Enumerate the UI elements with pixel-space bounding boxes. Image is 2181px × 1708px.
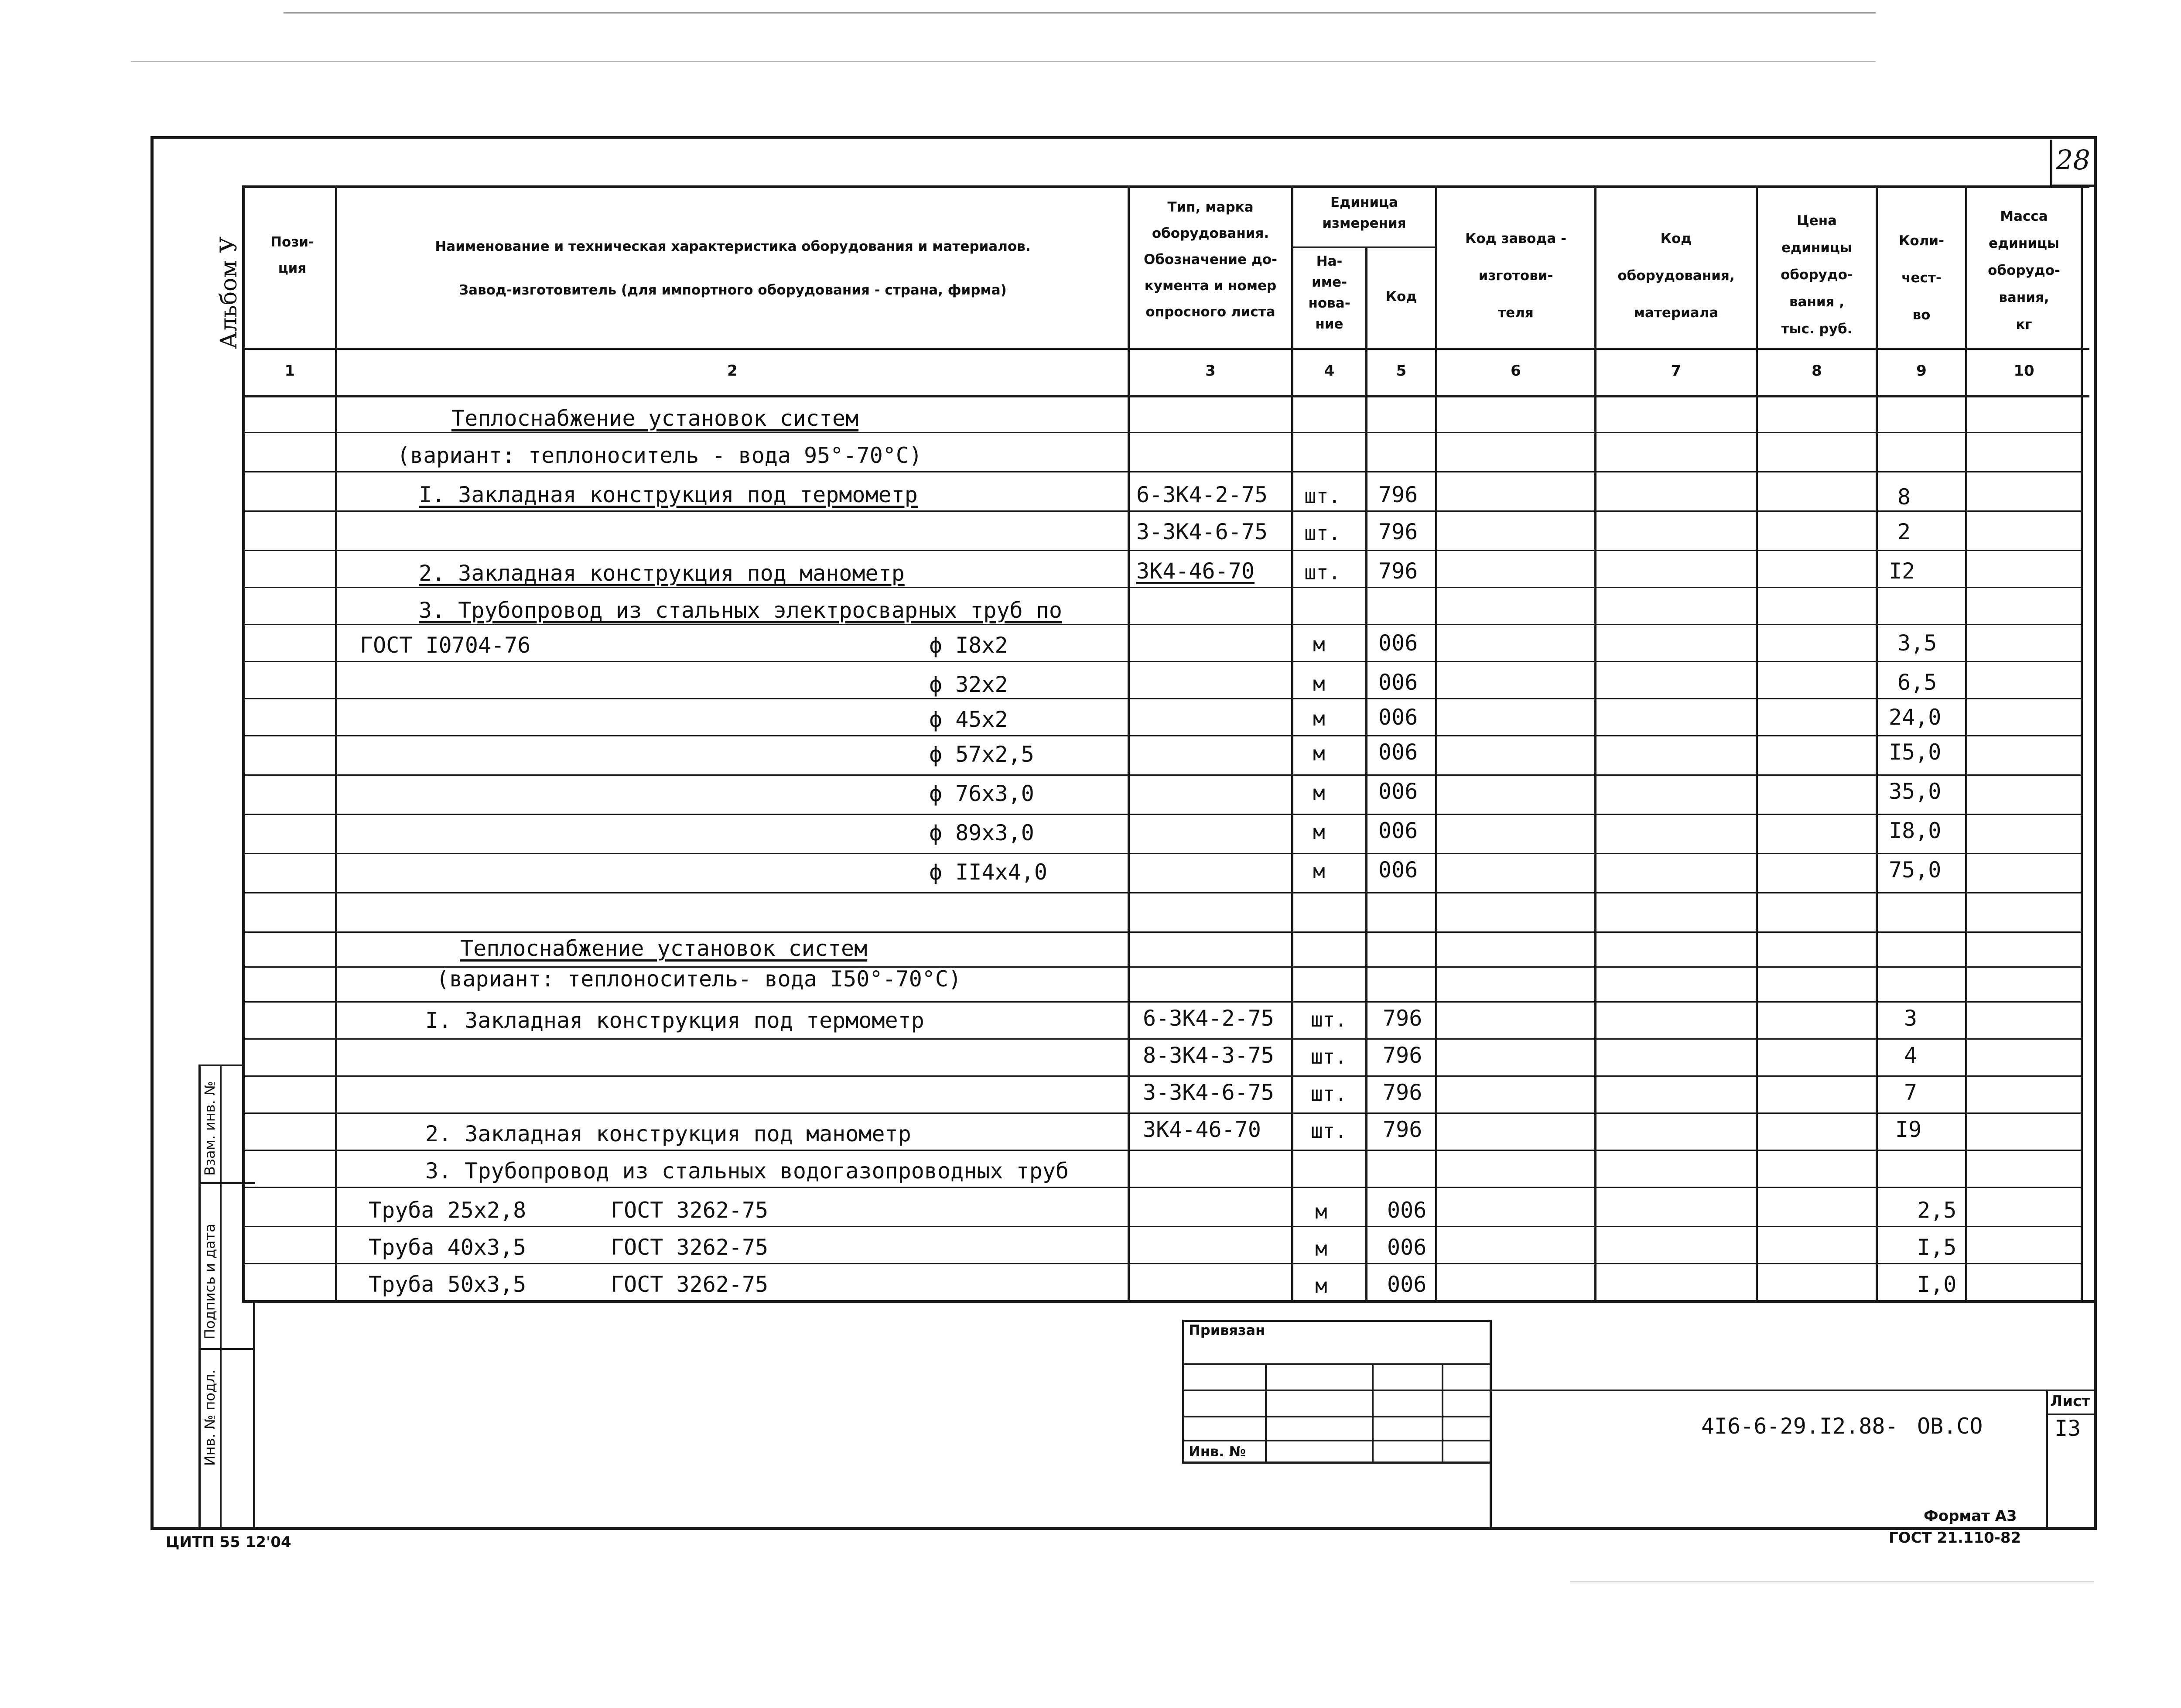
header-factory-code: Код завода - изготови- теля <box>1465 231 1566 321</box>
row-unit: шт. <box>1311 1082 1347 1106</box>
col-sep-8 <box>1876 185 1878 1302</box>
row-name: Теплоснабжение установок систем <box>460 936 868 961</box>
row-name: Труба 50x3,5 <box>369 1272 526 1297</box>
col-sep-6 <box>1594 185 1596 1302</box>
col-sep-3 <box>1291 185 1293 1302</box>
row-code: 006 <box>1378 739 1418 765</box>
row-line <box>242 814 2083 815</box>
list-box-sep <box>2046 1414 2096 1415</box>
row-line <box>242 931 2083 933</box>
row-unit: шт. <box>1311 1119 1347 1143</box>
col-sep-7 <box>1756 185 1758 1302</box>
side-strip-left <box>198 1065 201 1529</box>
list-box-left <box>2046 1390 2048 1529</box>
column-number: 7 <box>1671 362 1682 380</box>
stamp-row <box>1182 1390 1492 1391</box>
table-left <box>242 185 245 1302</box>
row-unit: м <box>1315 1274 1327 1297</box>
row-line <box>242 510 2083 512</box>
row-code: 796 <box>1383 1117 1422 1142</box>
side-field-inv: Инв. № подл. <box>202 1369 218 1466</box>
row-line <box>242 1226 2083 1227</box>
side-strip-mid <box>220 1065 222 1529</box>
row-quantity: 2 <box>1897 519 1911 544</box>
stamp-col <box>1265 1363 1267 1464</box>
header-position: Пози- ция <box>270 234 314 276</box>
row-type: 3-ЗК4-6-75 <box>1136 519 1268 544</box>
frame-bottom <box>150 1527 2097 1530</box>
column-number: 9 <box>1916 362 1927 380</box>
column-number: 8 <box>1812 362 1822 380</box>
row-unit: м <box>1313 859 1325 883</box>
row-code: 006 <box>1378 818 1418 843</box>
header-bottom <box>242 348 2089 350</box>
footer-left: ЦИТП 55 12'04 <box>166 1533 291 1551</box>
row-gost: ГОСТ 3262-75 <box>611 1235 769 1260</box>
album-label: Альбом У <box>216 236 242 349</box>
row-size: ϕ 57x2,5 <box>929 742 1034 767</box>
stamp-row <box>1182 1440 1492 1441</box>
header-price: Цена единицы оборудо- вания , тыс. руб. <box>1781 213 1853 337</box>
column-number: 2 <box>727 362 738 380</box>
row-name: Труба 25x2,8 <box>369 1198 526 1223</box>
table-right <box>2081 185 2083 1302</box>
stamp-row <box>1182 1363 1492 1365</box>
row-line <box>242 1150 2083 1151</box>
row-line <box>242 735 2083 736</box>
stamp-col <box>1372 1363 1374 1464</box>
row-line <box>242 698 2083 699</box>
list-label: Лист <box>2050 1393 2090 1410</box>
row-name: 2. Закладная конструкция под манометр <box>419 561 905 586</box>
row-code: 796 <box>1378 482 1418 507</box>
row-size: ϕ 89x3,0 <box>929 820 1034 845</box>
row-type: 8-ЗК4-3-75 <box>1143 1043 1275 1068</box>
row-quantity: I8,0 <box>1889 818 1942 843</box>
row-unit: м <box>1313 781 1325 804</box>
row-quantity: 75,0 <box>1889 857 1942 883</box>
row-quantity: 35,0 <box>1889 779 1942 804</box>
row-code: 796 <box>1383 1043 1422 1068</box>
row-quantity: I9 <box>1895 1117 1922 1142</box>
row-code: 006 <box>1387 1272 1427 1297</box>
side-field-vzam: Взам. инв. № <box>202 1081 218 1176</box>
table-top <box>242 185 2089 188</box>
row-line <box>242 471 2083 472</box>
table-bottom <box>242 1300 2096 1303</box>
header-quantity: Коли- чест- во <box>1899 233 1944 323</box>
stamp-privyazan: Привязан <box>1189 1322 1265 1338</box>
list-value: I3 <box>2055 1416 2081 1441</box>
row-line <box>242 661 2083 662</box>
scan-line <box>1570 1581 2094 1582</box>
document-code: 4I6-6-29.I2.88- <box>1701 1414 1898 1439</box>
row-unit: шт. <box>1311 1008 1347 1031</box>
col-sep-5 <box>1435 185 1437 1302</box>
sheet-number-top: 28 <box>2056 144 2090 176</box>
row-line <box>242 774 2083 776</box>
row-name: ГОСТ I0704-76 <box>360 633 531 658</box>
col-sep-9 <box>1965 185 1967 1302</box>
column-number: 10 <box>2013 362 2034 380</box>
row-name: (вариант: теплоноситель- вода I50°-70°С) <box>436 966 962 992</box>
column-number: 5 <box>1396 362 1407 380</box>
row-quantity: 3 <box>1904 1006 1918 1031</box>
row-line <box>242 550 2083 551</box>
row-size: ϕ 45x2 <box>929 707 1008 732</box>
row-name: Теплоснабжение установок систем <box>451 406 859 431</box>
stamp-col <box>1442 1363 1443 1464</box>
row-unit: м <box>1313 820 1325 844</box>
row-unit: м <box>1313 707 1325 730</box>
row-quantity: I2 <box>1889 558 1915 584</box>
row-quantity: 7 <box>1904 1080 1918 1105</box>
row-code: 006 <box>1378 857 1418 883</box>
row-line <box>242 1075 2083 1077</box>
row-code: 006 <box>1378 705 1418 730</box>
row-quantity: 8 <box>1897 484 1911 510</box>
scan-line <box>131 61 1876 62</box>
header-name: Наименование и техническая характеристика оборудования и материалов. Завод-изготовитель (для импортного оборудования - страна, фирма) <box>435 239 1031 298</box>
row-unit: шт. <box>1304 521 1341 545</box>
row-size: ϕ 32x2 <box>929 672 1008 697</box>
row-gost: ГОСТ 3262-75 <box>611 1272 769 1297</box>
row-quantity: 24,0 <box>1889 705 1942 730</box>
stamp-box-right <box>1490 1320 1492 1529</box>
header-unit: Единица измерения <box>1322 195 1406 231</box>
row-name: Труба 40x3,5 <box>369 1235 526 1260</box>
header-equipment-code: Код оборудования, материала <box>1617 231 1735 321</box>
column-number: 3 <box>1205 362 1216 380</box>
col-sep-1 <box>335 185 337 1302</box>
row-type: ЗК4-46-70 <box>1136 558 1255 584</box>
title-block-line <box>1490 1390 2094 1391</box>
stamp-row <box>1182 1416 1492 1417</box>
row-unit: м <box>1313 672 1325 695</box>
row-unit: шт. <box>1304 561 1341 584</box>
header-mass: Масса единицы оборудо- вания, кг <box>1988 209 2060 332</box>
row-name: 3. Трубопровод из стальных водогазопроводных труб <box>425 1158 1069 1184</box>
side-strip-sep <box>198 1348 255 1350</box>
row-name: 3. Трубопровод из стальных электросварных труб по <box>419 598 1063 623</box>
row-line <box>242 432 2083 433</box>
row-unit: м <box>1313 742 1325 765</box>
row-type: 6-ЗК4-2-75 <box>1143 1006 1275 1031</box>
footer-format: Формат А3 <box>1924 1507 2017 1525</box>
row-unit: м <box>1313 633 1325 656</box>
header-unit-name: На- име- нова- ние <box>1308 253 1350 332</box>
row-line <box>242 1038 2083 1040</box>
row-quantity: I5,0 <box>1889 739 1942 765</box>
row-name: I. Закладная конструкция под термометр <box>425 1008 924 1033</box>
row-quantity: 3,5 <box>1897 630 1937 656</box>
row-size: ϕ II4x4,0 <box>929 859 1047 885</box>
row-unit: шт. <box>1304 484 1341 508</box>
stamp-box-left <box>1182 1320 1184 1464</box>
side-strip-inner <box>253 1300 255 1529</box>
frame-right <box>2094 136 2097 1528</box>
row-unit: м <box>1315 1200 1327 1223</box>
column-number: 6 <box>1511 362 1521 380</box>
row-quantity: I,5 <box>1917 1235 1957 1260</box>
frame-left <box>150 136 154 1528</box>
row-quantity: 6,5 <box>1897 670 1937 695</box>
row-line <box>242 624 2083 625</box>
column-number: 1 <box>284 362 295 380</box>
frame-top <box>150 136 2096 139</box>
row-code: 006 <box>1378 779 1418 804</box>
row-size: ϕ 76x3,0 <box>929 781 1034 806</box>
row-code: 796 <box>1383 1080 1422 1105</box>
row-size: ϕ I8x2 <box>929 633 1008 658</box>
header-unit-code: Код <box>1385 289 1417 305</box>
row-type: 6-ЗК4-2-75 <box>1136 482 1268 507</box>
row-code: 006 <box>1378 630 1418 656</box>
row-line <box>242 1001 2083 1003</box>
row-name: I. Закладная конструкция под термометр <box>419 482 918 507</box>
stamp-box-bottom <box>1182 1462 1492 1464</box>
side-field-podpis: Подпись и дата <box>202 1223 218 1339</box>
row-code: 796 <box>1383 1006 1422 1031</box>
row-line <box>242 853 2083 854</box>
row-code: 006 <box>1378 670 1418 695</box>
row-line <box>242 1112 2083 1114</box>
row-line <box>242 587 2083 588</box>
row-name: 2. Закладная конструкция под манометр <box>425 1121 911 1147</box>
row-unit: шт. <box>1311 1045 1347 1068</box>
side-strip-sep <box>198 1182 255 1184</box>
row-type: 3-ЗК4-6-75 <box>1143 1080 1275 1105</box>
document-suffix: ОВ.СО <box>1917 1414 1983 1439</box>
row-code: 796 <box>1378 519 1418 544</box>
row-line <box>242 892 2083 893</box>
row-code: 006 <box>1387 1235 1427 1260</box>
row-name: (вариант: теплоноситель - вода 95°-70°С) <box>397 443 923 468</box>
footer-gost: ГОСТ 21.110-82 <box>1889 1529 2021 1547</box>
row-code: 006 <box>1387 1198 1427 1223</box>
row-unit: м <box>1315 1237 1327 1260</box>
scan-line <box>284 12 1876 14</box>
row-quantity: 4 <box>1904 1043 1918 1068</box>
stamp-inv-no: Инв. № <box>1189 1443 1246 1460</box>
row-code: 796 <box>1378 558 1418 584</box>
column-number: 4 <box>1324 362 1335 380</box>
row-line <box>242 1187 2083 1188</box>
col-sep-2 <box>1128 185 1130 1302</box>
row-gost: ГОСТ 3262-75 <box>611 1198 769 1223</box>
header-type: Тип, марка оборудования. Обозначение до- кумента и номер опросного листа <box>1143 199 1278 320</box>
row-quantity: 2,5 <box>1917 1198 1957 1223</box>
numbers-bottom <box>242 395 2089 397</box>
row-quantity: I,0 <box>1917 1272 1957 1297</box>
row-type: ЗК4-46-70 <box>1143 1117 1261 1142</box>
row-line <box>242 1263 2083 1264</box>
unit-subheader-line <box>1291 246 1437 248</box>
